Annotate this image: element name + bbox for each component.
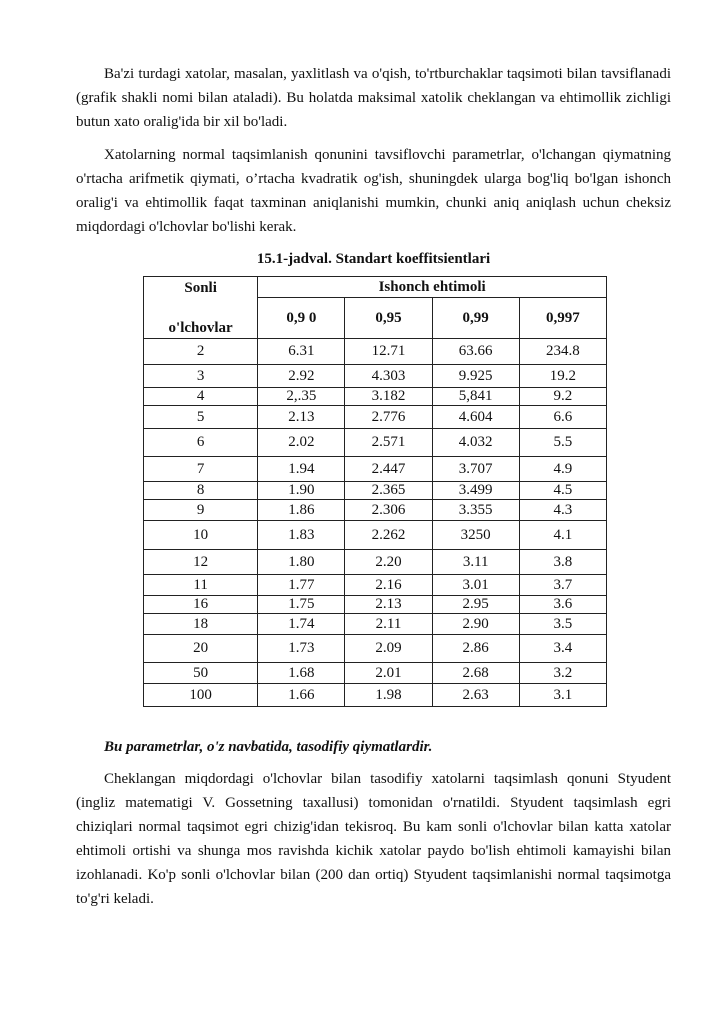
coefficient-cell: 3.4 <box>519 635 606 663</box>
coefficient-cell: 3.355 <box>432 500 519 521</box>
measurement-count-cell: 5 <box>144 406 258 429</box>
coefficient-cell: 2.95 <box>432 596 519 614</box>
coefficient-cell: 6.31 <box>258 339 345 365</box>
coefficient-cell: 9.925 <box>432 365 519 388</box>
table-row <box>144 684 607 707</box>
coefficient-cell: 3.2 <box>519 663 606 684</box>
measurement-count-cell: 9 <box>144 500 258 521</box>
coefficient-cell: 9.2 <box>519 388 606 406</box>
coefficient-cell: 6.6 <box>519 406 606 429</box>
coefficient-cell: 1.90 <box>258 482 345 500</box>
coefficient-cell: 5.5 <box>519 429 606 457</box>
coefficient-cell: 3.11 <box>432 550 519 575</box>
measurement-count-cell: 20 <box>144 635 258 663</box>
coefficient-cell: 1.94 <box>258 457 345 482</box>
prob-header-090: 0,9 0 <box>258 298 345 339</box>
coefficient-cell: 3.707 <box>432 457 519 482</box>
table-row <box>144 521 607 550</box>
table-row <box>144 614 607 635</box>
coefficient-cell: 2.90 <box>432 614 519 635</box>
coefficient-cell: 3.5 <box>519 614 606 635</box>
measurement-count-cell: 8 <box>144 482 258 500</box>
prob-header-099: 0,99 <box>432 298 519 339</box>
coefficient-cell: 1.75 <box>258 596 345 614</box>
coefficient-cell: 1.74 <box>258 614 345 635</box>
table-caption: 15.1-jadval. Standart koeffitsientlari <box>256 251 491 267</box>
coefficient-cell: 2,.35 <box>258 388 345 406</box>
measurement-count-cell: 100 <box>144 684 258 707</box>
coefficient-cell: 2.02 <box>258 429 345 457</box>
table-row <box>144 635 607 663</box>
coefficient-cell: 4.303 <box>345 365 432 388</box>
coefficient-cell: 2.63 <box>432 684 519 707</box>
table-row <box>144 596 607 614</box>
coefficient-cell: 4.3 <box>519 500 606 521</box>
measurement-count-cell: 11 <box>144 575 258 596</box>
measurement-count-cell: 2 <box>144 339 258 365</box>
coefficient-cell: 2.16 <box>345 575 432 596</box>
coefficient-cell: 12.71 <box>345 339 432 365</box>
measurements-header <box>144 277 258 339</box>
coefficient-cell: 3.499 <box>432 482 519 500</box>
coefficient-cell: 4.1 <box>519 521 606 550</box>
coefficient-cell: 4.604 <box>432 406 519 429</box>
coefficient-cell: 3.01 <box>432 575 519 596</box>
table-body <box>144 339 607 707</box>
paragraph-rounding-errors: Ba'zi turdagi xatolar, masalan, yaxlitlash va o'qish, to'rtburchaklar taqsimoti bilan tavsiflanadi (grafik shakli nomi bilan ataladi). Bu holatda maksimal xatolik cheklangan va ehtimollik zichligi butun xato oralig'ida bir xil bo'ladi. <box>76 66 671 130</box>
measurement-count-cell: 18 <box>144 614 258 635</box>
coefficient-cell: 1.73 <box>258 635 345 663</box>
emphasis-line: Bu parametrlar, o'z navbatida, tasodifiy qiymatlardir. <box>104 739 433 755</box>
table-row <box>144 663 607 684</box>
confidence-group-header: Ishonch ehtimoli <box>258 277 607 298</box>
measurement-count-cell: 7 <box>144 457 258 482</box>
measurement-count-cell: 12 <box>144 550 258 575</box>
coefficient-cell: 3.8 <box>519 550 606 575</box>
prob-header-0997: 0,997 <box>519 298 606 339</box>
coefficient-cell: 3.7 <box>519 575 606 596</box>
table-row <box>144 457 607 482</box>
coefficient-cell: 4.9 <box>519 457 606 482</box>
table-row <box>144 339 607 365</box>
coefficient-cell: 1.98 <box>345 684 432 707</box>
coefficient-cell: 1.83 <box>258 521 345 550</box>
table-row <box>144 406 607 429</box>
table-row <box>144 550 607 575</box>
table-row <box>144 365 607 388</box>
paragraph-student-distribution: Cheklangan miqdordagi o'lchovlar bilan tasodifiy xatolarni taqsimlash qonuni Styudent (ingliz matematigi V. Gossetning taxallusi) tomonidan o'rnatildi. Styudent taqsimlash egri chiziqlari normal taqsimot egri chizig'idan tekisroq. Bu kam sonli o'lchovlar bilan katta xatolar ehtimoli ortishi va shunga mos ravishda kichik xatolar paydo bo'lish ehtimoli kamayishi bilan izohlanadi. Ko'p sonli o'lchovlar bilan (200 dan ortiq) Styudent taqsimlanishi normal taqsimotga to'g'ri keladi. <box>76 771 671 907</box>
measurement-count-cell: 6 <box>144 429 258 457</box>
table-row <box>144 482 607 500</box>
coefficient-cell: 2.447 <box>345 457 432 482</box>
coefficient-cell: 1.68 <box>258 663 345 684</box>
coefficient-cell: 3.6 <box>519 596 606 614</box>
measurement-count-cell: 50 <box>144 663 258 684</box>
coefficient-cell: 1.86 <box>258 500 345 521</box>
measurement-count-cell: 4 <box>144 388 258 406</box>
prob-header-095: 0,95 <box>345 298 432 339</box>
table-row <box>144 429 607 457</box>
coefficient-cell: 2.571 <box>345 429 432 457</box>
coefficient-cell: 5,841 <box>432 388 519 406</box>
measurement-count-cell: 16 <box>144 596 258 614</box>
student-coefficients-table <box>143 276 607 707</box>
coefficient-cell: 19.2 <box>519 365 606 388</box>
coefficient-cell: 2.20 <box>345 550 432 575</box>
coefficient-cell: 4.032 <box>432 429 519 457</box>
coefficient-cell: 2.13 <box>258 406 345 429</box>
measurements-header-line1: Sonli <box>184 279 217 296</box>
coefficient-cell: 3.1 <box>519 684 606 707</box>
coefficient-cell: 2.13 <box>345 596 432 614</box>
coefficient-cell: 2.68 <box>432 663 519 684</box>
coefficient-cell: 2.365 <box>345 482 432 500</box>
table-row <box>144 388 607 406</box>
measurement-count-cell: 3 <box>144 365 258 388</box>
coefficient-cell: 2.776 <box>345 406 432 429</box>
coefficient-cell: 1.66 <box>258 684 345 707</box>
coefficient-cell: 1.77 <box>258 575 345 596</box>
coefficient-cell: 2.01 <box>345 663 432 684</box>
coefficient-cell: 63.66 <box>432 339 519 365</box>
document-page <box>76 62 671 920</box>
coefficient-cell: 2.09 <box>345 635 432 663</box>
coefficient-cell: 2.262 <box>345 521 432 550</box>
coefficient-cell: 2.86 <box>432 635 519 663</box>
coefficient-cell: 234.8 <box>519 339 606 365</box>
coefficient-cell: 2.306 <box>345 500 432 521</box>
coefficient-cell: 2.11 <box>345 614 432 635</box>
coefficient-cell: 3250 <box>432 521 519 550</box>
coefficient-cell: 3.182 <box>345 388 432 406</box>
paragraph-normal-distribution: Xatolarning normal taqsimlanish qonunini tavsiflovchi parametrlar, o'lchangan qiymatning o'rtacha arifmetik qiymati, o’rtacha kvadratik og'ish, shuningdek ularga bog'liq bo'lgan ishonch oralig'i va ehtimollik faqat taxminan aniqlanishi mumkin, chunki aniq aniqlash uchun cheksiz miqdordagi o'lchovlar bo'lishi kerak. <box>76 147 671 235</box>
measurement-count-cell: 10 <box>144 521 258 550</box>
coefficient-cell: 4.5 <box>519 482 606 500</box>
measurements-header-line2: o'lchovlar <box>168 319 233 336</box>
table-row <box>144 500 607 521</box>
coefficient-cell: 2.92 <box>258 365 345 388</box>
table-row <box>144 575 607 596</box>
coefficient-cell: 1.80 <box>258 550 345 575</box>
